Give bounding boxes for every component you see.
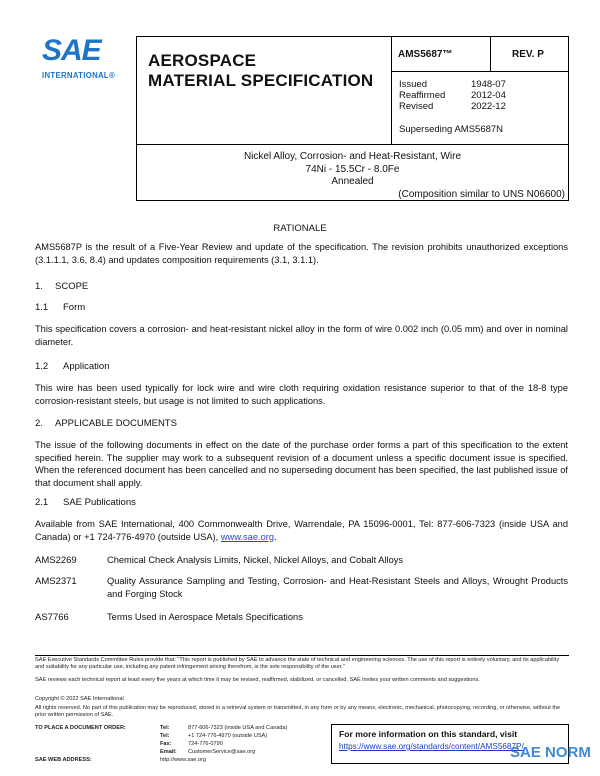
- tel1-label: Tel:: [160, 725, 170, 731]
- section-2-title: APPLICABLE DOCUMENTS: [55, 418, 177, 429]
- material-title: [138, 151, 567, 201]
- header-divider-vertical: [391, 36, 392, 144]
- sae-logo: [40, 34, 130, 84]
- section-1-1-number: 1.1: [35, 302, 49, 313]
- section-1-1-title: Form: [63, 302, 86, 313]
- doc-type-title: [148, 51, 373, 91]
- doc-type-line1: AEROSPACE: [148, 51, 257, 70]
- section-1-2-title: Application: [63, 361, 110, 372]
- tel2-label: Tel:: [160, 733, 170, 739]
- logo-subtitle: INTERNATIONAL®: [42, 71, 116, 80]
- footer-review-note: SAE reviews each technical report at least every five years at which time it may be revised, reaffirmed, stabilized, or cancelled. SAE invites your written comments and suggestions.: [35, 677, 480, 683]
- section-1-2-number: 1.2: [35, 361, 49, 372]
- rationale-heading: RATIONALE: [273, 223, 327, 234]
- section-2-1-end: .: [274, 531, 277, 542]
- material-line2: 74Ni - 15.5Cr - 8.0Fe: [305, 163, 400, 175]
- ref-code: AS7766: [35, 612, 69, 623]
- watermark: SAE NORM: [510, 744, 591, 761]
- header-divider-main: [136, 144, 569, 145]
- tel1-value: 877-606-7323 (inside USA and Canada): [188, 725, 288, 731]
- email-value[interactable]: CustomerService@sae.org: [188, 749, 256, 755]
- web-label: SAE WEB ADDRESS:: [35, 757, 92, 763]
- more-info-link[interactable]: https://www.sae.org/standards/content/AMS5687P/: [339, 742, 524, 751]
- issued-value: 1948-07: [471, 79, 506, 90]
- fax-value: 724-776-0790: [188, 741, 223, 747]
- footer-copyright: Copyright © 2022 SAE International: [35, 696, 124, 702]
- footer-committee-rules: SAE Executive Standards Committee Rules provide that: "This report is published by SAE to advance the state of technical and engineering sciences. The use of this report is entirely voluntary, and its applicability and suitability for any particular use, including any patent infringement arising therefrom, is the sole responsibility of the user.": [35, 657, 560, 671]
- section-1-number: 1.: [35, 281, 43, 292]
- section-1-title: SCOPE: [55, 281, 89, 292]
- material-line3: Annealed: [331, 176, 374, 187]
- doc-number: AMS5687™: [398, 49, 453, 60]
- sae-website-link[interactable]: www.sae.org: [220, 531, 275, 542]
- header-divider-doc: [391, 71, 569, 72]
- material-line1: Nickel Alloy, Corrosion- and Heat-Resistant, Wire: [243, 151, 462, 162]
- web-value[interactable]: http://www.sae.org: [160, 757, 207, 763]
- section-2-number: 2.: [35, 418, 43, 429]
- doc-type-line2: MATERIAL SPECIFICATION: [148, 71, 374, 90]
- header-divider-rev: [490, 36, 491, 72]
- section-2-1-text: [35, 518, 568, 543]
- superseding-label: Superseding AMS5687N: [399, 124, 504, 135]
- footer-rights: All rights reserved. No part of this publication may be reproduced, stored in a retrieval system or transmitted, in any form or by any means, electronic, mechanical, photocopying, recording, or otherwise, without the prior written permission of SAE.: [35, 705, 561, 719]
- reaffirmed-value: 2012-04: [471, 90, 506, 101]
- section-1-2-text: This wire has been used typically for lock wire and wire cloth requiring oxidation resistance superior to that of the 18-8 type corrosion-resistant steels, but usage is not limited to such applications.: [35, 383, 568, 406]
- revised-label: Revised: [399, 101, 434, 112]
- tel2-value: +1 724-776-4970 (outside USA): [188, 733, 268, 739]
- order-label: TO PLACE A DOCUMENT ORDER:: [35, 725, 126, 731]
- section-2-1-body: Available from SAE International, 400 Commonwealth Drive, Warrendale, PA 15096-0001, Tel: 877-606-7323 (inside USA and Canada) or +1 724-776-4970 (outside USA),: [35, 519, 568, 542]
- email-label: Email:: [160, 749, 177, 755]
- footer-divider: [35, 655, 569, 656]
- reaffirmed-label: Reaffirmed: [399, 90, 446, 101]
- issued-label: Issued: [399, 79, 427, 90]
- ref-title: Quality Assurance Sampling and Testing, Corrosion- and Heat-Resistant Steels and Alloys, Wrought Products and Forging Stock: [107, 576, 568, 599]
- more-info-text: For more information on this standard, visit: [339, 729, 518, 739]
- rationale-text: AMS5687P is the result of a Five-Year Review and update of the specification. The revision prohibits unauthorized exceptions (3.1.1.1, 3.6, 8.4) and updates composition requirements (3.1, 3.1.1).: [35, 242, 568, 265]
- fax-label: Fax:: [160, 741, 172, 747]
- section-2-text: The issue of the following documents in effect on the date of the purchase order forms a part of this specification to the extent specified herein. The supplier may work to a subsequent revision of a document unless a specific document issue is specified. When the referenced document has been cancelled and no superseding document has been specified, the last published issue of that document shall apply.: [35, 440, 568, 488]
- ref-title: Chemical Check Analysis Limits, Nickel, Nickel Alloys, and Cobalt Alloys: [107, 555, 404, 565]
- material-line4: (Composition similar to UNS N06600): [398, 188, 565, 200]
- ref-title: Terms Used in Aerospace Metals Specifications: [107, 612, 303, 622]
- section-2-1-number: 2.1: [35, 497, 49, 508]
- revised-value: 2022-12: [471, 101, 506, 112]
- section-1-1-text: This specification covers a corrosion- and heat-resistant nickel alloy in the form of wire 0.002 inch (0.05 mm) and over in nominal diameter.: [35, 324, 568, 347]
- ref-code: AMS2269: [35, 555, 77, 566]
- section-2-1-title: SAE Publications: [63, 497, 136, 508]
- ref-code: AMS2371: [35, 576, 77, 587]
- logo-mark: SAE: [42, 34, 101, 67]
- revision-label: REV. P: [512, 49, 544, 60]
